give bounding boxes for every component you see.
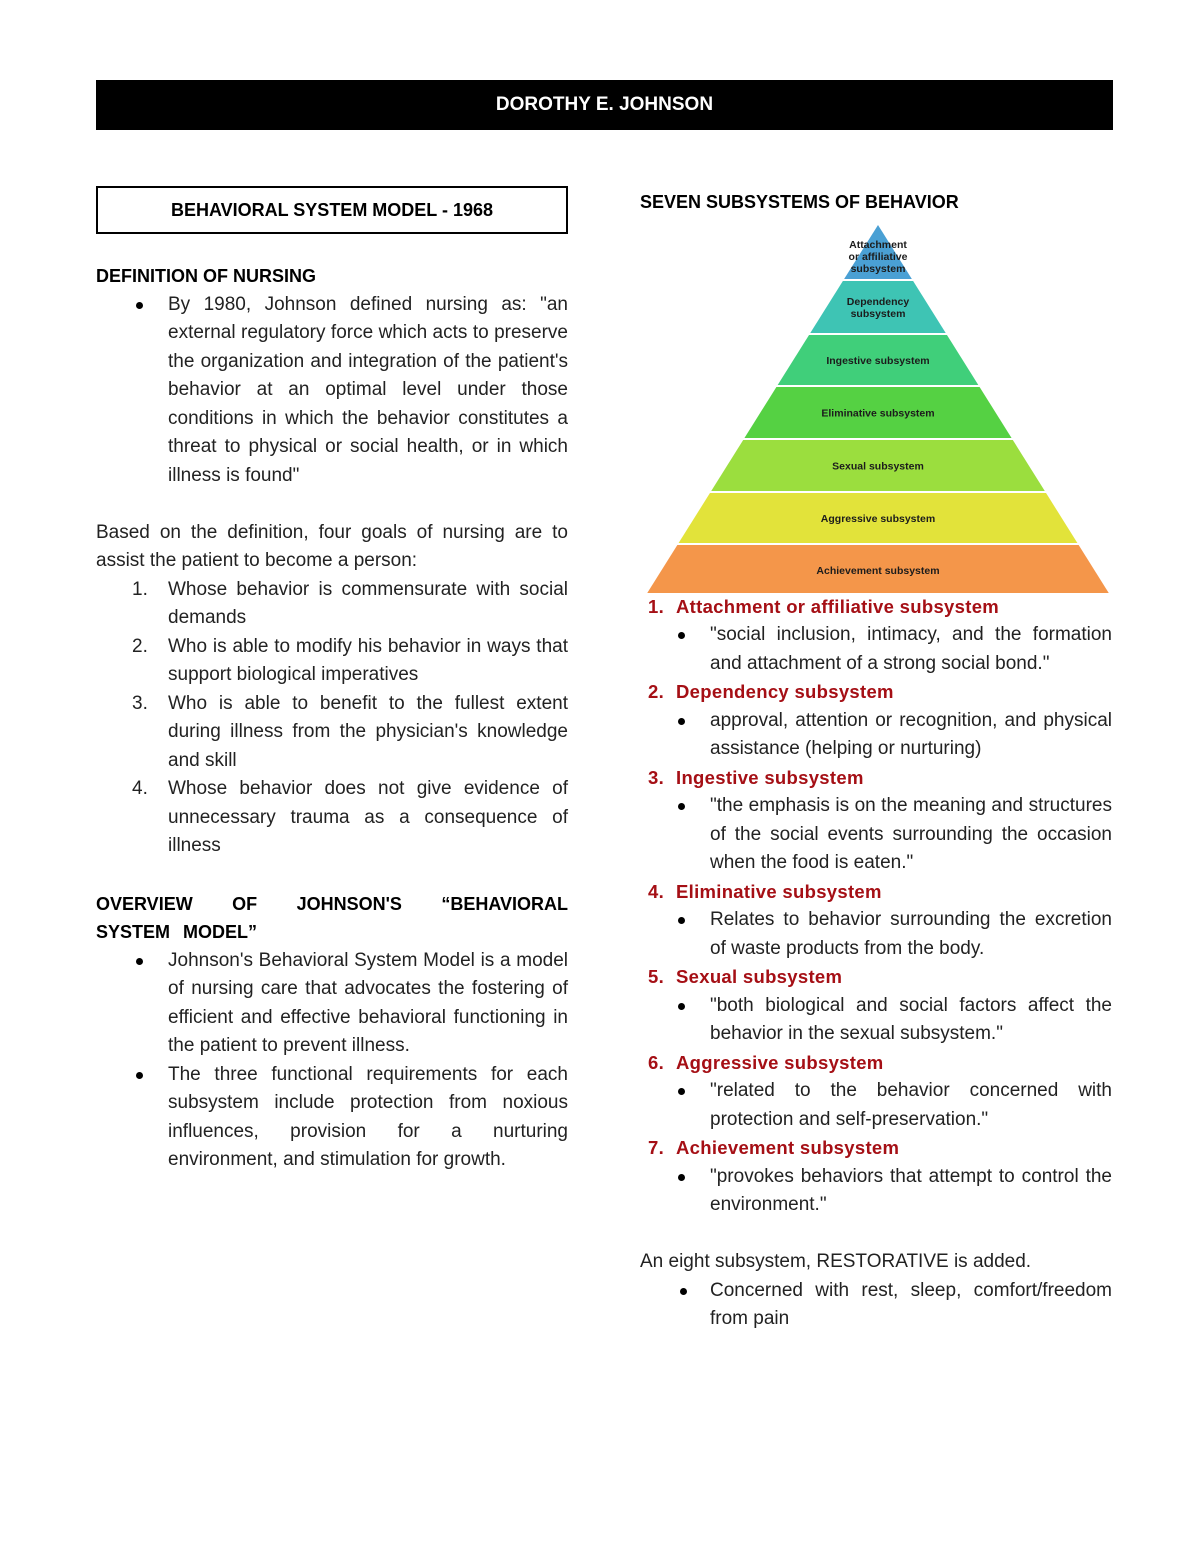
goal-text: Whose behavior does not give evidence of unnecessary trauma as a consequence of illness: [168, 778, 568, 856]
pyramid-layer-label: Ingestive subsystem: [826, 354, 930, 367]
goal-item: [96, 576, 568, 633]
subsystem-item: [640, 764, 1112, 878]
subsystem-bullet: "provokes behaviors that attempt to control the environment.": [640, 1163, 1112, 1220]
pyramid-layer-label: or affiliative: [848, 250, 908, 263]
subsystem-bullets: [640, 792, 1112, 878]
overview-bullet: Johnson's Behavioral System Model is a model of nursing care that advocates the fostering of efficient and effective behavioral functioning in the patient to prevent illness.: [96, 947, 568, 1061]
subsystem-number: 7.: [648, 1137, 665, 1158]
subsystem-bullet: "the emphasis is on the meaning and structures of the social events surrounding the occasion when the food is eaten.": [640, 792, 1112, 878]
pyramid-layer-label: Sexual subsystem: [832, 460, 924, 472]
left-column: [96, 186, 568, 1175]
overview-heading: OVERVIEW OF JOHNSON'S “BEHAVIORAL SYSTEM MODEL”: [96, 893, 568, 942]
model-title-box: BEHAVIORAL SYSTEM MODEL - 1968: [96, 186, 568, 234]
subsystem-number: 1.: [648, 595, 665, 617]
subsystem-bullets: [640, 621, 1112, 678]
eighth-subsystem-list: [640, 1277, 1112, 1334]
goal-number: 1.: [132, 578, 148, 600]
subsystem-number: 5.: [648, 966, 665, 987]
overview-bullet: The three functional requirements for each subsystem include protection from noxious influences, provision for a nurturing environment, and stimulation for growth.: [96, 1061, 568, 1175]
subsystem-bullet: "social inclusion, intimacy, and the formation and attachment of a strong social bond.": [640, 621, 1112, 678]
pyramid-layer-label: Achievement subsystem: [816, 564, 940, 577]
subsystem-title: [640, 678, 1112, 707]
subsystem-bullet: "both biological and social factors affect the behavior in the sexual subsystem.": [640, 992, 1112, 1049]
subsystem-number: 3.: [648, 766, 665, 788]
pyramid-layer-label: Aggressive subsystem: [820, 512, 936, 525]
subsystem-list: [640, 593, 1112, 1220]
page-title: DOROTHY E. JOHNSON: [96, 80, 1113, 130]
subsystem-bullets: [640, 906, 1112, 963]
subsystems-pyramid: [640, 225, 1112, 593]
definition-heading: DEFINITION OF NURSING: [96, 266, 316, 286]
subsystem-title: [640, 593, 1112, 622]
subsystem-number: 4.: [648, 880, 665, 902]
subsystem-name: Ingestive subsystem: [676, 766, 864, 788]
eighth-subsystem-intro: An eight subsystem, RESTORATIVE is added.: [640, 1251, 1032, 1272]
pyramid-layer-label: Dependency: [846, 295, 910, 308]
goal-number: 2.: [132, 635, 148, 657]
eighth-subsystem-bullet: Concerned with rest, sleep, comfort/freedom from pain: [640, 1277, 1112, 1334]
subsystem-number: 6.: [648, 1051, 665, 1073]
subsystem-item: [640, 1049, 1112, 1135]
definition-bullet: By 1980, Johnson defined nursing as: "an external regulatory force which acts to preserve the organization and integration of the patient's behavior at an optimal level under those conditions in which the behavior constitutes a threat to physical or social health, or in which illness is found": [96, 291, 568, 491]
subsystem-title: [640, 963, 1112, 992]
goal-text: Whose behavior is commensurate with social demands: [168, 578, 568, 628]
right-column: [640, 186, 1112, 1334]
subsystem-item: [640, 878, 1112, 964]
subsystem-title: [640, 878, 1112, 907]
subsystem-title: [640, 764, 1112, 793]
subsystem-name: Dependency subsystem: [676, 681, 894, 702]
goal-text: Who is able to modify his behavior in ways that support biological imperatives: [168, 635, 568, 685]
goal-number: 3.: [132, 692, 148, 714]
goals-intro: Based on the definition, four goals of nursing are to assist the patient to become a person:: [96, 521, 568, 571]
subsystem-bullet: Relates to behavior surrounding the excretion of waste products from the body.: [640, 906, 1112, 963]
overview-list: [96, 947, 568, 1175]
definition-list: [96, 291, 568, 491]
goal-text: Who is able to benefit to the fullest extent during illness from the physician's knowledge and skill: [168, 692, 568, 771]
subsystem-name: Achievement subsystem: [676, 1137, 900, 1158]
subsystem-title: [640, 1134, 1112, 1163]
subsystem-item: [640, 593, 1112, 679]
goal-number: 4.: [132, 778, 148, 799]
subsystem-name: Eliminative subsystem: [676, 880, 882, 902]
pyramid-layer-label: Attachment: [849, 238, 907, 251]
subsystem-item: [640, 678, 1112, 764]
goal-item: [96, 633, 568, 690]
goal-item: [96, 690, 568, 776]
subsystem-name: Attachment or affiliative subsystem: [676, 595, 1000, 617]
subsystem-bullet: "related to the behavior concerned with protection and self-preservation.": [640, 1077, 1112, 1134]
subsystem-bullets: [640, 707, 1112, 764]
subsystem-name: Sexual subsystem: [676, 966, 843, 987]
pyramid-layer-label: subsystem: [850, 262, 906, 275]
subsystem-name: Aggressive subsystem: [676, 1051, 884, 1073]
subsystem-title: [640, 1049, 1112, 1078]
pyramid-layer-label: Eliminative subsystem: [821, 407, 935, 419]
goal-item: [96, 775, 568, 861]
subsystem-number: 2.: [648, 681, 665, 702]
subsystems-heading: SEVEN SUBSYSTEMS OF BEHAVIOR: [640, 192, 959, 212]
subsystem-item: [640, 1134, 1112, 1220]
subsystem-bullet: approval, attention or recognition, and physical assistance (helping or nurturing): [640, 707, 1112, 764]
goals-list: [96, 576, 568, 861]
subsystem-item: [640, 963, 1112, 1049]
pyramid-layer-label: subsystem: [850, 307, 906, 320]
subsystem-bullets: [640, 992, 1112, 1049]
subsystem-bullets: [640, 1163, 1112, 1220]
subsystem-bullets: [640, 1077, 1112, 1134]
